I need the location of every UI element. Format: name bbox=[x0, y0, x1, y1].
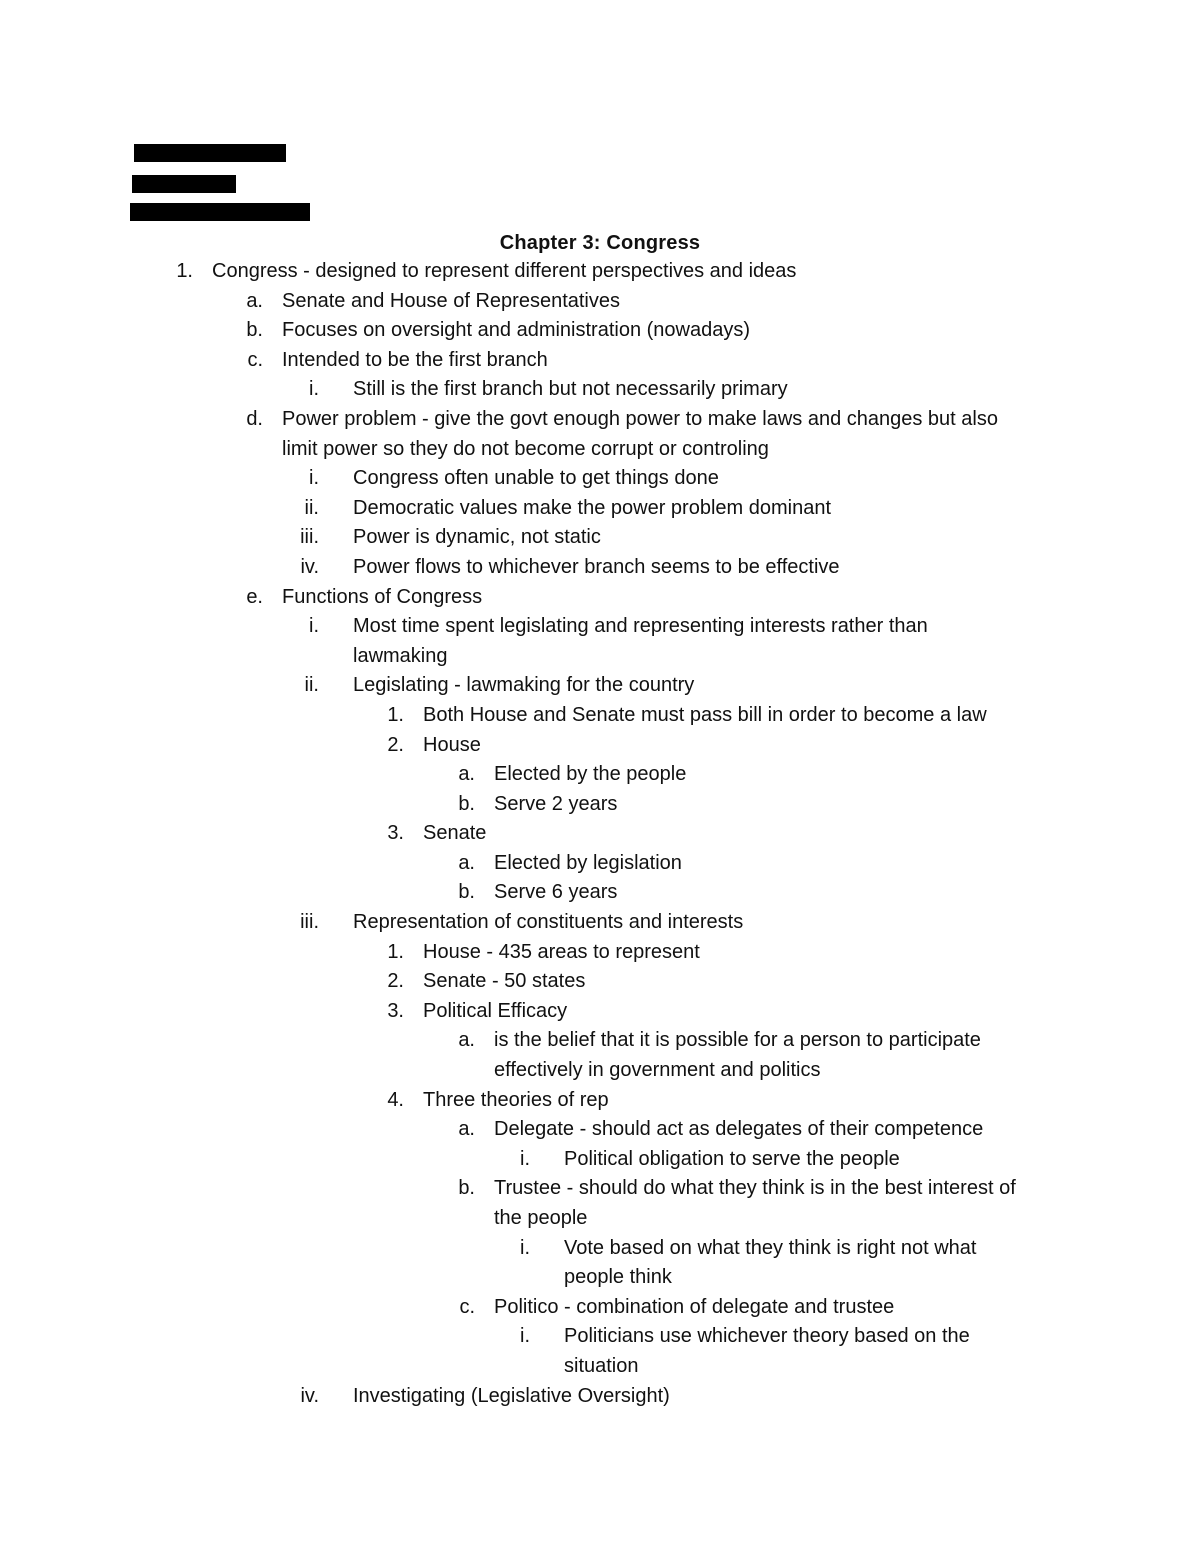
outline-item-text: Democratic values make the power problem dominant bbox=[353, 496, 831, 519]
outline-item-text: Senate bbox=[423, 822, 487, 845]
outline-item bbox=[0, 553, 1200, 583]
list-marker: a. bbox=[458, 851, 475, 874]
outline-item-text: Trustee - should do what they think is in the best interest of bbox=[494, 1177, 1016, 1200]
outline-item-text: people think bbox=[564, 1266, 672, 1289]
outline-item-text: Politicians use whichever theory based on the bbox=[564, 1325, 970, 1348]
outline-item-text: Vote based on what they think is right not what bbox=[564, 1236, 977, 1259]
outline-item bbox=[0, 1115, 1200, 1145]
outline-item-text: Functions of Congress bbox=[282, 585, 483, 608]
outline-item-text: Representation of constituents and interests bbox=[353, 911, 744, 934]
outline-item bbox=[0, 287, 1200, 317]
outline-item-text: Elected by the people bbox=[494, 763, 687, 786]
outline-item-text: limit power so they do not become corrupt or controling bbox=[282, 437, 769, 460]
outline-item bbox=[0, 316, 1200, 346]
outline-item-text: Focuses on oversight and administration (nowadays) bbox=[282, 319, 751, 342]
outline-item-text: Still is the first branch but not necessarily primary bbox=[353, 378, 788, 401]
outline-continuation-line bbox=[0, 642, 1200, 672]
outline-item bbox=[0, 819, 1200, 849]
list-marker: b. bbox=[458, 1177, 475, 1200]
redaction-bar bbox=[134, 144, 286, 162]
list-marker: 1. bbox=[387, 940, 404, 963]
outline-item-text: Political Efficacy bbox=[423, 999, 568, 1022]
redaction-bar bbox=[132, 175, 236, 193]
outline-item-text: House bbox=[423, 733, 481, 756]
list-marker: i. bbox=[520, 1236, 530, 1259]
outline-continuation-line bbox=[0, 1204, 1200, 1234]
outline-item bbox=[0, 760, 1200, 790]
outline-item-text: situation bbox=[564, 1354, 639, 1377]
outline-item-text: is the belief that it is possible for a person to participate bbox=[494, 1029, 981, 1052]
outline-item bbox=[0, 790, 1200, 820]
outline-item bbox=[0, 494, 1200, 524]
outline-item bbox=[0, 908, 1200, 938]
list-marker: ii. bbox=[304, 674, 319, 697]
list-marker: i. bbox=[309, 615, 319, 638]
outline-continuation-line bbox=[0, 1263, 1200, 1293]
list-marker: a. bbox=[458, 1118, 475, 1141]
list-marker: b. bbox=[458, 881, 475, 904]
list-marker: 2. bbox=[387, 970, 404, 993]
list-marker: a. bbox=[246, 289, 263, 312]
outline-item bbox=[0, 612, 1200, 642]
list-marker: a. bbox=[458, 1029, 475, 1052]
outline-item-text: Congress - designed to represent different perspectives and ideas bbox=[212, 260, 797, 282]
outline-item bbox=[0, 1145, 1200, 1175]
outline-item bbox=[0, 997, 1200, 1027]
outline-item-text: Power flows to whichever branch seems to be effective bbox=[353, 555, 840, 578]
document-title: Chapter 3: Congress bbox=[499, 232, 701, 254]
outline-item-text: Senate - 50 states bbox=[423, 970, 586, 993]
list-marker: c. bbox=[459, 1295, 475, 1318]
outline-item bbox=[0, 1293, 1200, 1323]
outline-item-text: Delegate - should act as delegates of their competence bbox=[494, 1118, 984, 1141]
outline-item-text: lawmaking bbox=[353, 644, 448, 667]
list-marker: iv. bbox=[300, 555, 319, 578]
outline-item-text: effectively in government and politics bbox=[494, 1059, 821, 1082]
outline-item bbox=[0, 1026, 1200, 1056]
outline-item bbox=[0, 1174, 1200, 1204]
outline-item-text: the people bbox=[494, 1207, 588, 1229]
outline-item bbox=[0, 1322, 1200, 1352]
outline-item-text: Three theories of rep bbox=[423, 1088, 609, 1111]
outline-item-text: Both House and Senate must pass bill in order to become a law bbox=[423, 703, 987, 726]
outline-item-text: Legislating - lawmaking for the country bbox=[353, 674, 695, 697]
outline-item bbox=[0, 731, 1200, 761]
list-marker: 3. bbox=[387, 822, 404, 845]
outline-item-text: Elected by legislation bbox=[494, 851, 682, 874]
outline-item bbox=[0, 849, 1200, 879]
outline-item-text: Senate and House of Representatives bbox=[282, 289, 620, 312]
outline-item-text: Power is dynamic, not static bbox=[353, 526, 601, 549]
list-marker: b. bbox=[458, 792, 475, 815]
outline-item-text: Serve 2 years bbox=[494, 792, 618, 815]
list-marker: iv. bbox=[300, 1384, 319, 1407]
list-marker: i. bbox=[309, 378, 319, 401]
list-marker: iii. bbox=[300, 911, 319, 934]
outline-item-text: Serve 6 years bbox=[494, 881, 618, 904]
outline-item-text: Political obligation to serve the people bbox=[564, 1147, 900, 1170]
outline-item bbox=[0, 523, 1200, 553]
outline-item bbox=[0, 464, 1200, 494]
outline-item bbox=[0, 701, 1200, 731]
outline-item-text: Investigating (Legislative Oversight) bbox=[353, 1384, 670, 1407]
outline-item bbox=[0, 671, 1200, 701]
outline-item-text: House - 435 areas to represent bbox=[423, 940, 700, 963]
list-marker: 4. bbox=[387, 1088, 404, 1111]
list-marker: 2. bbox=[387, 733, 404, 756]
list-marker: 1. bbox=[387, 703, 404, 726]
outline-item bbox=[0, 405, 1200, 435]
list-marker: i. bbox=[309, 467, 319, 490]
outline-item-text: Politico - combination of delegate and trustee bbox=[494, 1295, 895, 1318]
outline-item-text: Power problem - give the govt enough power to make laws and changes but also bbox=[282, 407, 998, 430]
outline-item bbox=[0, 878, 1200, 908]
list-marker: 3. bbox=[387, 999, 404, 1022]
outline-item-text: Most time spent legislating and representing interests rather than bbox=[353, 615, 928, 638]
redaction-bar bbox=[130, 203, 310, 221]
outline-continuation-line bbox=[0, 1352, 1200, 1382]
list-marker: a. bbox=[458, 763, 475, 786]
outline-continuation-line bbox=[0, 435, 1200, 465]
list-marker: d. bbox=[246, 407, 263, 430]
outline-item bbox=[0, 1382, 1200, 1412]
outline-item bbox=[0, 257, 1200, 287]
list-marker: e. bbox=[246, 585, 263, 608]
list-marker: i. bbox=[520, 1147, 530, 1170]
list-marker: 1. bbox=[176, 260, 193, 282]
outline-item bbox=[0, 346, 1200, 376]
list-marker: iii. bbox=[300, 526, 319, 549]
outline-item bbox=[0, 583, 1200, 613]
list-marker: c. bbox=[247, 348, 263, 371]
outline-continuation-line bbox=[0, 1056, 1200, 1086]
outline-item bbox=[0, 1234, 1200, 1264]
list-marker: b. bbox=[246, 319, 263, 342]
list-marker: ii. bbox=[304, 496, 319, 519]
outline-list bbox=[0, 257, 1200, 1411]
outline-item bbox=[0, 375, 1200, 405]
list-marker: i. bbox=[520, 1325, 530, 1348]
outline-item-text: Congress often unable to get things done bbox=[353, 467, 719, 490]
outline-item bbox=[0, 967, 1200, 997]
outline-item bbox=[0, 938, 1200, 968]
outline-item-text: Intended to be the first branch bbox=[282, 348, 548, 371]
outline-item bbox=[0, 1086, 1200, 1116]
